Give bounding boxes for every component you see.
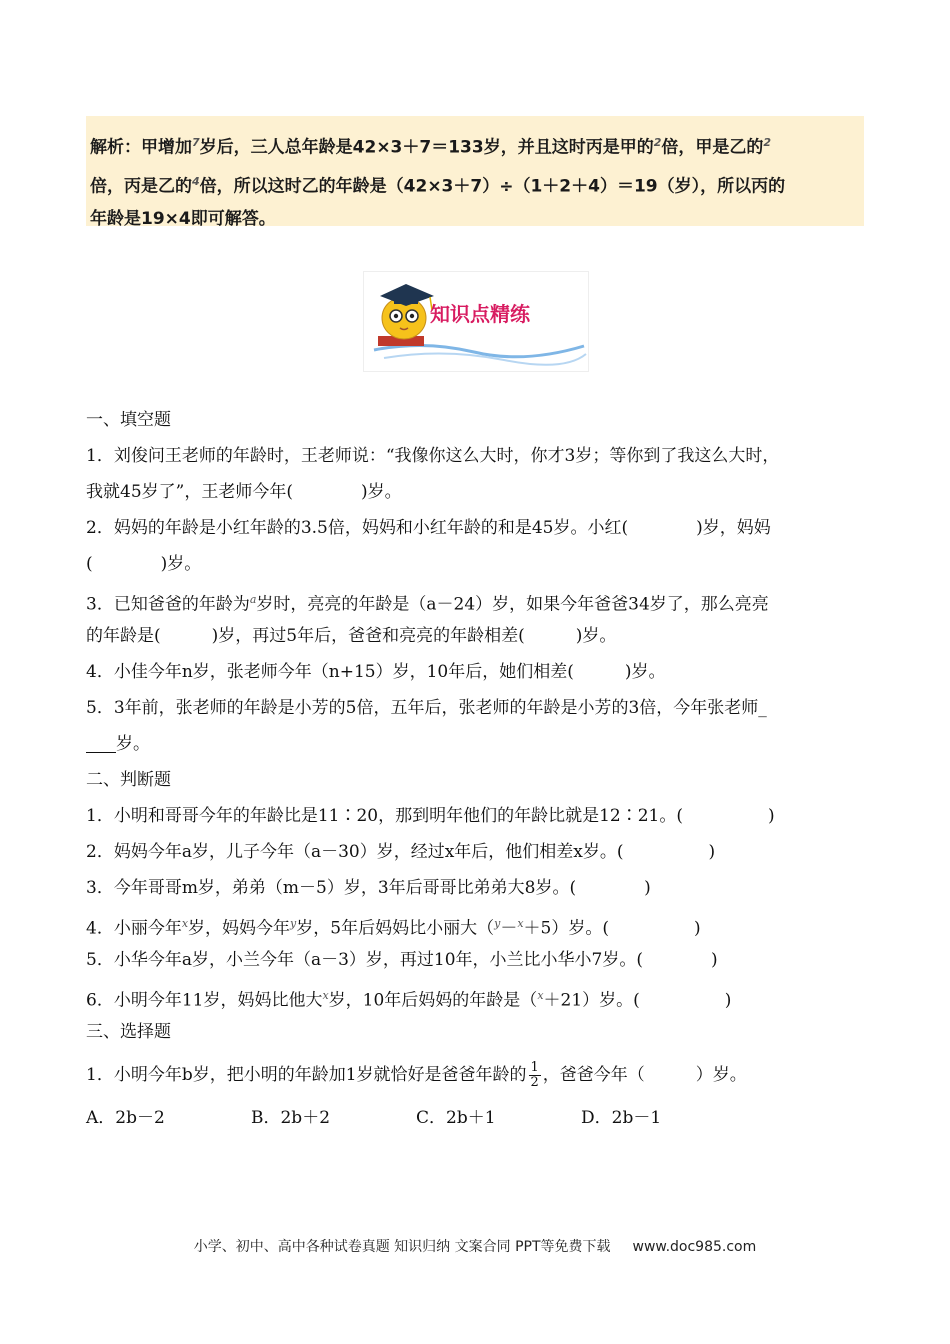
choice-q1-options [86,1100,876,1136]
page-footer [0,1236,950,1256]
var-x: x [322,989,329,1002]
choice-q1: 1．小明今年b岁，把小明的年龄加1岁就恰好是爸爸年龄的 $\frac{1}{2}$ ，爸爸今年（ ）岁。 [86,1060,747,1090]
var-x: x [181,917,189,930]
tf-q1: 1．小明和哥哥今年的年龄比是11∶20，那到明年他们的年龄比就是12∶21。( ) [86,806,775,826]
section-choice-title: 三、选择题 [86,1022,171,1042]
var-x: x [517,917,524,930]
option-b[interactable]: B．2b＋2 [251,1108,331,1128]
fill-q5-line2: 岁。 [86,726,876,762]
var-y: y [494,917,501,930]
fill-q2-line1: 2．妈妈的年龄是小红年龄的3.5倍，妈妈和小红年龄的和是45岁。小红( )岁，妈妈 [86,518,771,538]
tf-q2: 2．妈妈今年a岁，儿子今年（a－30）岁，经过x年后，他们相差x岁。( ) [86,842,716,862]
var-x: x [537,989,544,1002]
answer-blank [86,734,116,753]
fill-q5-line1: 5．3年前，张老师的年龄是小芳的5倍，五年后，张老师的年龄是小芳的3倍，今年张老师_ [86,698,767,718]
analysis-num-2b: 2 [763,136,772,149]
option-d[interactable]: D．2b－1 [581,1108,662,1128]
fraction-one-half: $\frac{1}{2}$ [530,1060,539,1090]
fill-q4: 4．小佳今年n岁，张老师今年（n+15）岁，10年后，她们相差( )岁。 [86,662,666,682]
section-fill-blank-title: 一、填空题 [86,410,171,430]
knowledge-banner [363,271,589,372]
banner-title: 知识点精练 [430,302,530,326]
var-a: a [249,593,257,606]
analysis-num-2a: 2 [653,136,662,149]
tf-q5: 5．小华今年a岁，小兰今年（a－3）岁，再过10年，小兰比小华小7岁。( ) [86,950,718,970]
footer-text: 小学、初中、高中各种试卷真题 知识归纳 文案合同 PPT等免费下载 [193,1239,611,1255]
section-true-false-title: 二、判断题 [86,770,171,790]
analysis-num-4: 4 [192,174,200,188]
tf-q3: 3．今年哥哥m岁，弟弟（m－5）岁，3年后哥哥比弟弟大8岁。( ) [86,878,651,898]
analysis-line-2: 倍，丙是乙的$^4$倍，所以这时乙的年龄是（42×3＋7）÷（1＋2＋4）＝19（岁），所以丙的 [90,174,786,197]
tf-q4: 4．小丽今年$^x$岁，妈妈今年$^y$岁，5年后妈妈比小丽大（$^y$－$^x$＋5）岁。( ) [86,917,701,939]
analysis-num-7: 7 [192,136,200,149]
fill-q3-line1: 3．已知爸爸的年龄为$^a$岁时，亮亮的年龄是（a－24）岁，如果今年爸爸34岁了，那么亮亮 [86,593,769,615]
fill-q3-line2: 的年龄是( )岁，再过5年后，爸爸和亮亮的年龄相差( )岁。 [86,626,617,646]
var-y: y [290,917,297,930]
fill-q1-line1: 1．刘俊问王老师的年龄时，王老师说：“我像你这么大时，你才3岁；等你到了我这么大时， [86,446,780,466]
analysis-line-1: 解析：甲增加$^7$岁后，三人总年龄是42×3＋7＝133岁，并且这时丙是甲的$^2$倍，甲是乙的$^2$ [90,136,772,158]
analysis-line-3: 年龄是19×4即可解答。 [90,209,276,230]
fill-q1-line2: 我就45岁了”，王老师今年( )岁。 [86,482,402,502]
fill-q2-line2: ( )岁。 [86,554,202,574]
option-a[interactable]: A．2b－2 [86,1108,165,1128]
option-c[interactable]: C．2b＋1 [416,1108,496,1128]
analysis-box [86,116,864,230]
exercise-content [86,402,876,1136]
tf-q6: 6．小明今年11岁，妈妈比他大$^x$岁，10年后妈妈的年龄是（$^x$＋21）岁。( ) [86,989,732,1011]
footer-link[interactable]: www.doc985.com [632,1239,757,1255]
